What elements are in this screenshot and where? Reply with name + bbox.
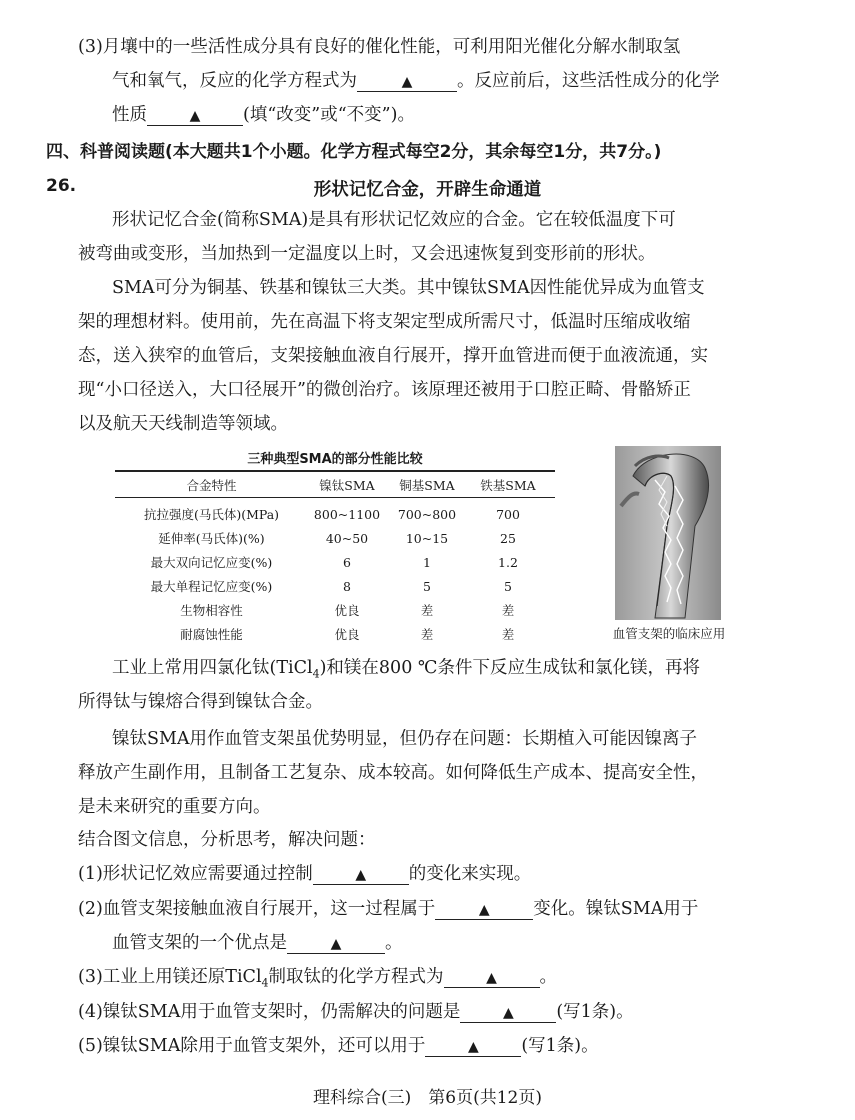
- question-number: 26.: [46, 176, 77, 196]
- sub-question-4: (4)镍钛SMA用于血管支架时，仍需解决的问题是 ▲ (写1条)。: [78, 1002, 634, 1022]
- paragraph-line: 所得钛与镍熔合得到镍钛合金。: [78, 692, 323, 712]
- paragraph-line: 镍钛SMA用作血管支架虽优势明显，但仍存在问题：长期植入可能因镍离子: [112, 729, 698, 749]
- table-cell: 优良: [334, 603, 360, 618]
- table-cell: 最大单程记忆应变(%): [150, 579, 273, 594]
- section-heading: 四、科普阅读题(本大题共1个小题。化学方程式每空2分，其余每空1分，共7分。): [46, 142, 662, 162]
- table-cell: 25: [500, 531, 516, 546]
- answer-blank[interactable]: ▲: [357, 73, 457, 92]
- table-cell: 抗拉强度(马氏体)(MPa): [143, 507, 280, 522]
- sub-question-3: (3)工业上用镁还原TiCl$_4$制取钛的化学方程式为 ▲ 。: [78, 967, 558, 990]
- instructions: 结合图文信息，分析思考，解决问题：: [78, 830, 376, 850]
- paragraph-line: 现“小口径送入，大口径展开”的微创治疗。该原理还被用于口腔正畸、骨骼矫正: [78, 380, 691, 400]
- table-header: 镍钛SMA: [319, 478, 375, 493]
- paragraph-line: 释放产生副作用，且制备工艺复杂、成本较高。如何降低生产成本、提高安全性，: [78, 763, 708, 783]
- paragraph-line: 工业上常用四氯化钛(TiCl$_4$)和镁在800 ℃条件下反应生成钛和氯化镁，再将: [112, 658, 700, 681]
- sub-question-5: (5)镍钛SMA除用于血管支架外，还可以用于 ▲ (写1条)。: [78, 1036, 599, 1056]
- paragraph-line: 态，送入狭窄的血管后，支架接触血液自行展开，撑开血管进而便于血液流通，实: [78, 346, 708, 366]
- table-cell: 700: [496, 507, 520, 522]
- table-cell: 700~800: [397, 507, 457, 522]
- sub-question-1: (1)形状记忆效应需要通过控制 ▲ 的变化来实现。: [78, 864, 532, 884]
- table-header: 铁基SMA: [480, 478, 536, 493]
- table-cell: 5: [504, 579, 512, 594]
- stent-illustration: [615, 446, 721, 620]
- article-title: 形状记忆合金，开辟生命通道: [313, 180, 542, 200]
- paragraph-line: 以及航天天线制造等领域。: [78, 414, 288, 434]
- table-cell: 1: [423, 555, 431, 570]
- table-cell: 优良: [334, 627, 360, 642]
- table-cell: 耐腐蚀性能: [180, 627, 243, 642]
- sub-question-2-cont: 血管支架的一个优点是 ▲ 。: [112, 933, 403, 953]
- q3-line-1: (3)月壤中的一些活性成分具有良好的催化性能，可利用阳光催化分解水制取氢: [78, 37, 681, 57]
- q3-line-2: 气和氧气，反应的化学方程式为 ▲ 。反应前后，这些活性成分的化学: [112, 71, 720, 91]
- paragraph-line: 形状记忆合金(简称SMA)是具有形状记忆效应的合金。它在较低温度下可: [112, 210, 676, 230]
- paragraph-line: 是未来研究的重要方向。: [78, 797, 271, 817]
- figure-caption: 血管支架的临床应用: [612, 626, 726, 641]
- table-cell: 8: [343, 579, 351, 594]
- table-cell: 10~15: [405, 531, 449, 546]
- table-cell: 生物相容性: [180, 603, 243, 618]
- table-cell: 40~50: [325, 531, 369, 546]
- table-header: 铜基SMA: [399, 478, 455, 493]
- table-cell: 6: [343, 555, 351, 570]
- page-footer: 理科综合(三) 第6页(共12页): [313, 1088, 542, 1108]
- answer-blank[interactable]: ▲: [425, 1038, 521, 1057]
- table-cell: 差: [501, 603, 515, 618]
- table-title: 三种典型SMA的部分性能比较: [247, 452, 423, 467]
- paragraph-line: SMA可分为铜基、铁基和镍钛三大类。其中镍钛SMA因性能优异成为血管支: [112, 278, 705, 298]
- answer-blank[interactable]: ▲: [460, 1004, 556, 1023]
- answer-blank[interactable]: ▲: [313, 866, 409, 885]
- answer-blank[interactable]: ▲: [287, 935, 385, 954]
- table-mid-rule: [115, 497, 555, 498]
- paragraph-line: 架的理想材料。使用前，先在高温下将支架定型成所需尺寸，低温时压缩成收缩: [78, 312, 691, 332]
- table-cell: 差: [420, 603, 434, 618]
- table-cell: 1.2: [498, 555, 518, 570]
- table-top-rule: [115, 470, 555, 472]
- table-cell: 差: [501, 627, 515, 642]
- answer-blank[interactable]: ▲: [444, 969, 540, 988]
- table-header: 合金特性: [186, 478, 237, 493]
- answer-blank[interactable]: ▲: [435, 901, 533, 920]
- q3-line-3: 性质 ▲ (填“改变”或“不变”)。: [112, 105, 415, 125]
- table-cell: 最大双向记忆应变(%): [150, 555, 273, 570]
- paragraph-line: 被弯曲或变形，当加热到一定温度以上时，又会迅速恢复到变形前的形状。: [78, 244, 656, 264]
- sub-question-2: (2)血管支架接触血液自行展开，这一过程属于 ▲ 变化。镍钛SMA用于: [78, 899, 699, 919]
- table-cell: 延伸率(马氏体)(%): [158, 531, 265, 546]
- table-cell: 800~1100: [313, 507, 381, 522]
- answer-blank[interactable]: ▲: [147, 107, 243, 126]
- table-cell: 5: [423, 579, 431, 594]
- table-cell: 差: [420, 627, 434, 642]
